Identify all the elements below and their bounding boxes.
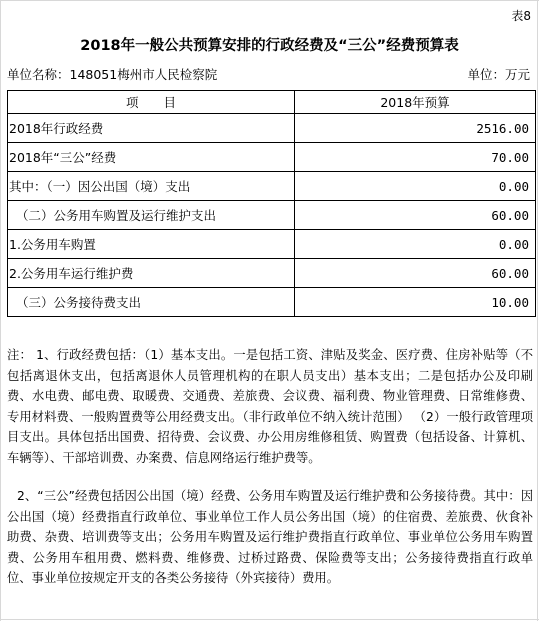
row-label: 2018年行政经费 [8, 114, 295, 143]
table-row [8, 114, 536, 143]
sheet-tag: 表8 [511, 9, 531, 23]
row-value: 0.00 [295, 230, 536, 259]
note-paragraph-1: 注： 1、行政经费包括：（1）基本支出。一是包括工资、津贴及奖金、医疗费、住房补贴等（不包括离退休支出，包括离退休人员管理机构的在职人员支出）基本支出；二是包括办公及印刷费、水电费、邮电费、取暖费、交通费、差旅费、会议费、福利费、物业管理费、日常维修费、专用材料费、一般购置费等公用经费支出。（非行政单位不纳入统计范围） （2）一般行政管理项目支出。具体包括出国费、招待费、会议费、办公用房维修租赁、购置费（包括设备、计算机、车辆等）、干部培训费、办案费、信息网络运行维护费等。 [7, 348, 533, 465]
table-row [8, 288, 536, 317]
table-row [8, 201, 536, 230]
table-row [8, 230, 536, 259]
unit-name: 单位名称：148051梅州市人民检察院 [7, 67, 218, 82]
table-row [8, 143, 536, 172]
row-label: 2018年“三公”经费 [8, 143, 295, 172]
note-paragraph-2: 2、“三公”经费包括因公出国（境）经费、公务用车购置及运行维护费和公务接待费。其中：因公出国（境）经费指直行政单位、事业单位工作人员公务出国（境）的住宿费、差旅费、伙食补助费、杂费、培训费等支出；公务用车购置及运行维护费指直行政单位、事业单位公务用车购置费、公务用车租用费、燃料费、维修费、过桥过路费、保险费等支出；公务接待费指直行政单位、事业单位按规定开支的各类公务接待（外宾接待）费用。 [7, 489, 533, 585]
row-value: 2516.00 [295, 114, 536, 143]
unit-row [0, 66, 539, 84]
row-value: 0.00 [295, 172, 536, 201]
grid-line [537, 0, 538, 621]
unit-measure: 单位：万元 [467, 67, 530, 82]
row-value: 70.00 [295, 143, 536, 172]
column-header-item: 项 目 [8, 91, 295, 114]
column-header-budget: 2018年预算 [295, 91, 536, 114]
notes-section [7, 345, 533, 589]
grid-line [0, 0, 539, 1]
row-label: 2.公务用车运行维护费 [8, 259, 295, 288]
row-label: （三）公务接待费支出 [8, 288, 295, 317]
table-row [8, 172, 536, 201]
row-value: 10.00 [295, 288, 536, 317]
row-value: 60.00 [295, 259, 536, 288]
row-label: （二）公务用车购置及运行维护支出 [8, 201, 295, 230]
row-value: 60.00 [295, 201, 536, 230]
budget-table [7, 90, 536, 317]
page-title: 2018年一般公共预算安排的行政经费及“三公”经费预算表 [80, 38, 459, 54]
row-label: 其中：（一）因公出国（境）支出 [8, 172, 295, 201]
grid-line [0, 0, 1, 621]
row-label: 1.公务用车购置 [8, 230, 295, 259]
table-row [8, 259, 536, 288]
table-header-row [8, 91, 536, 114]
grid-line [0, 619, 539, 620]
